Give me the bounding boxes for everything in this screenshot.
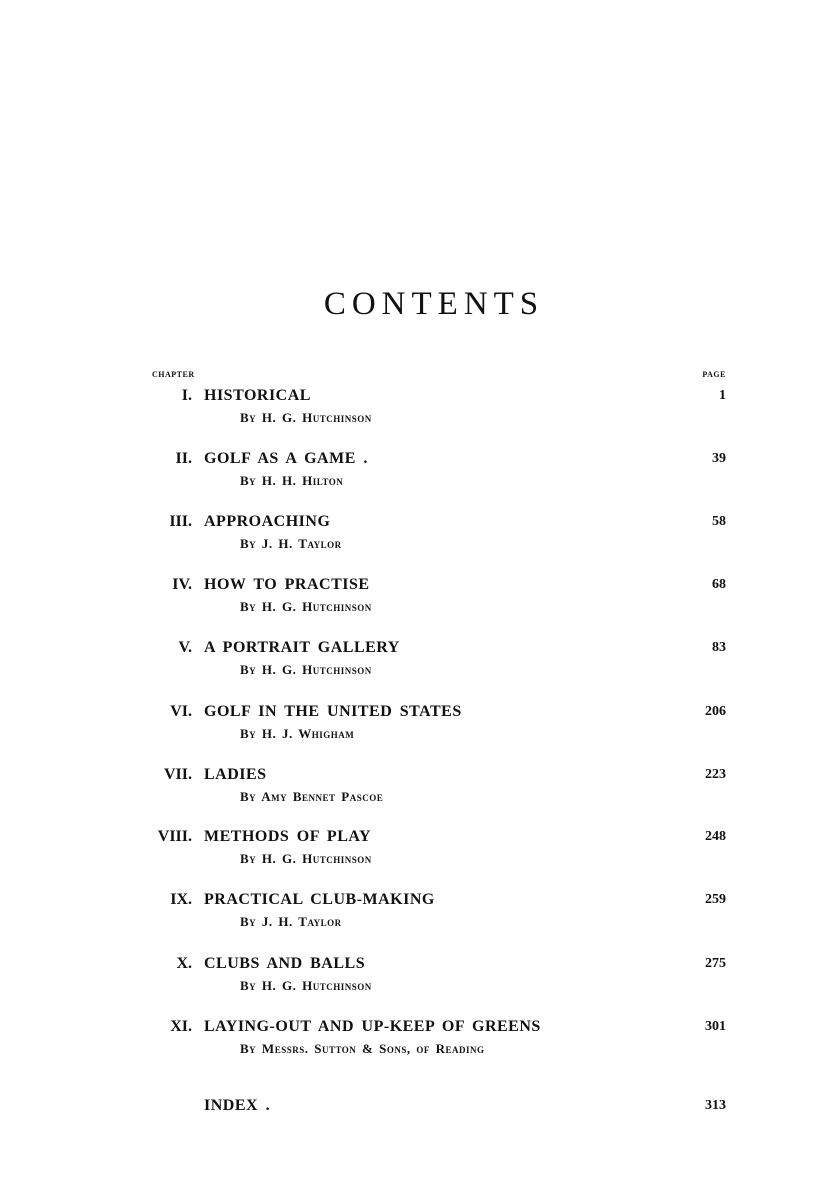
page-column-header: PAGE <box>702 370 726 379</box>
chapter-page: 68 <box>712 577 726 592</box>
chapter-title: PRACTICAL CLUB-MAKING <box>204 891 435 908</box>
chapter-author: By H. G. Hutchinson <box>240 662 372 677</box>
chapter-author: By Messrs. Sutton & Sons, of Reading <box>240 1041 485 1056</box>
chapter-author: By H. G. Hutchinson <box>240 851 372 866</box>
chapter-page: 58 <box>712 514 726 529</box>
chapter-numeral: IX. <box>170 891 192 908</box>
chapter-numeral: V. <box>178 639 192 656</box>
chapter-title: A PORTRAIT GALLERY <box>204 639 400 656</box>
toc-entry-11 <box>0 1017 840 1073</box>
chapter-author: By H. G. Hutchinson <box>240 599 372 614</box>
chapter-title: METHODS OF PLAY <box>204 828 371 845</box>
chapter-column-header: CHAPTER <box>152 370 195 379</box>
chapter-numeral: VIII. <box>157 828 192 845</box>
toc-index-entry <box>0 1096 840 1120</box>
chapter-title: GOLF IN THE UNITED STATES <box>204 703 462 720</box>
chapter-page: 223 <box>705 767 726 782</box>
chapter-page: 1 <box>719 388 726 403</box>
chapter-page: 83 <box>712 640 726 655</box>
chapter-author: By H. G. Hutchinson <box>240 978 372 993</box>
chapter-title: CLUBS AND BALLS <box>204 955 366 972</box>
chapter-numeral: XI. <box>170 1018 192 1035</box>
toc-entry-9 <box>0 890 840 946</box>
chapter-title: LADIES <box>204 766 267 783</box>
chapter-page: 39 <box>712 451 726 466</box>
index-title: INDEX . <box>204 1097 271 1114</box>
toc-entry-1 <box>0 386 840 442</box>
chapter-numeral: VI. <box>170 703 192 720</box>
chapter-title: HOW TO PRACTISE <box>204 576 370 593</box>
chapter-title: LAYING-OUT AND UP-KEEP OF GREENS <box>204 1018 541 1035</box>
chapter-title: GOLF AS A GAME . <box>204 450 368 467</box>
chapter-title: HISTORICAL <box>204 387 311 404</box>
chapter-author: By J. H. Taylor <box>240 914 342 929</box>
chapter-numeral: I. <box>181 387 192 404</box>
chapter-page: 275 <box>705 956 726 971</box>
toc-entry-7 <box>0 765 840 821</box>
chapter-numeral: X. <box>176 955 192 972</box>
toc-entry-4 <box>0 575 840 631</box>
index-page: 313 <box>705 1098 726 1113</box>
chapter-author: By J. H. Taylor <box>240 536 342 551</box>
chapter-numeral: II. <box>175 450 192 467</box>
chapter-title: APPROACHING <box>204 513 331 530</box>
chapter-page: 248 <box>705 829 726 844</box>
toc-entry-5 <box>0 638 840 694</box>
toc-entry-6 <box>0 702 840 758</box>
chapter-numeral: VII. <box>163 766 192 783</box>
chapter-author: By H. G. Hutchinson <box>240 410 372 425</box>
toc-entry-2 <box>0 449 840 505</box>
chapter-page: 301 <box>705 1019 726 1034</box>
page-title: CONTENTS <box>323 286 545 322</box>
toc-entry-10 <box>0 954 840 1010</box>
toc-entry-3 <box>0 512 840 568</box>
chapter-author: By H. J. Whigham <box>240 726 355 741</box>
chapter-author: By H. H. Hilton <box>240 473 344 488</box>
chapter-author: By Amy Bennet Pascoe <box>240 789 384 804</box>
chapter-numeral: III. <box>169 513 192 530</box>
chapter-page: 259 <box>705 892 726 907</box>
chapter-numeral: IV. <box>172 576 192 593</box>
toc-entry-8 <box>0 827 840 883</box>
chapter-page: 206 <box>705 704 726 719</box>
